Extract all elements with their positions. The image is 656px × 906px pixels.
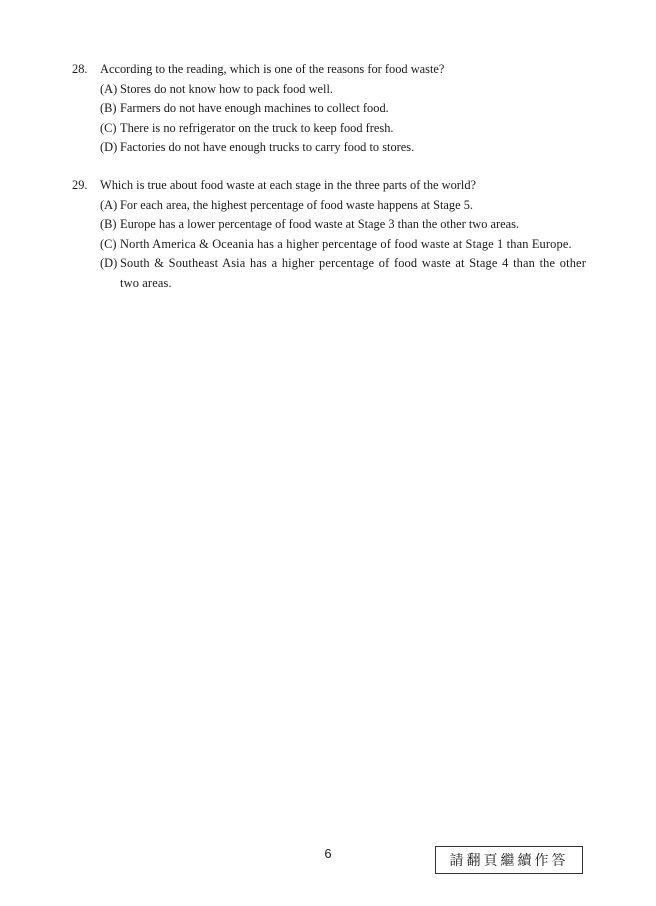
option-text: Factories do not have enough trucks to carry food to stores. [120, 140, 415, 154]
option-letter: (D) [100, 256, 118, 270]
option-d[interactable] [100, 254, 586, 293]
option-letter: (A) [100, 197, 118, 212]
option-letter: (C) [100, 236, 117, 251]
option-list [72, 196, 586, 294]
option-text: There is no refrigerator on the truck to keep food fresh. [120, 120, 394, 135]
option-text: South & Southeast Asia has a higher percentage of food waste at Stage 4 than the other two areas. [120, 256, 586, 290]
question-stem: According to the reading, which is one of the reasons for food waste? [100, 62, 445, 76]
option-letter: (A) [100, 81, 118, 96]
question-28 [72, 60, 586, 158]
option-text: North America & Oceania has a higher percentage of food waste at Stage 1 than Europe. [120, 236, 572, 251]
option-d[interactable] [100, 138, 586, 158]
turn-page-notice: 請翻頁繼續作答 [435, 846, 583, 874]
option-letter: (B) [100, 101, 117, 115]
question-number: 29. [72, 178, 88, 192]
option-a[interactable] [100, 196, 586, 216]
option-a[interactable] [100, 80, 586, 100]
option-letter: (C) [100, 120, 117, 135]
option-c[interactable] [100, 119, 586, 139]
page-number: 6 [324, 846, 332, 861]
option-b[interactable] [100, 215, 586, 235]
question-stem: Which is true about food waste at each stage in the three parts of the world? [100, 178, 477, 192]
option-text: For each area, the highest percentage of food waste happens at Stage 5. [120, 197, 473, 212]
option-text: Europe has a lower percentage of food waste at Stage 3 than the other two areas. [120, 217, 520, 231]
option-letter: (B) [100, 217, 117, 231]
option-text: Stores do not know how to pack food well. [120, 81, 334, 96]
option-list [72, 80, 586, 158]
option-c[interactable] [100, 235, 586, 255]
option-letter: (D) [100, 140, 118, 154]
option-text: Farmers do not have enough machines to collect food. [120, 101, 389, 115]
option-b[interactable] [100, 99, 586, 119]
question-29 [72, 176, 586, 293]
question-number: 28. [72, 62, 88, 76]
